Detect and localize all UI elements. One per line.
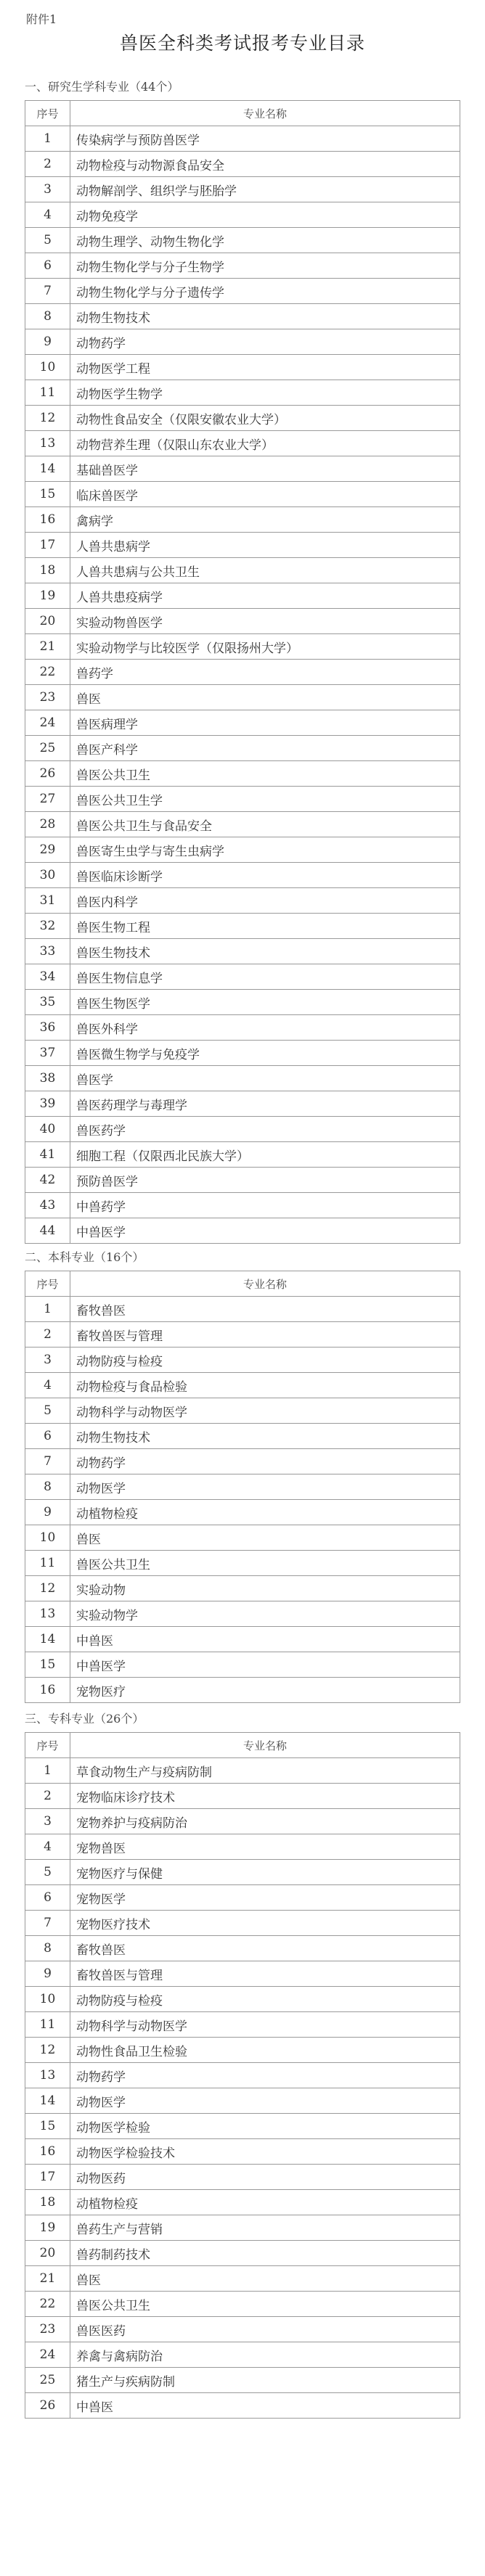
table-row — [25, 1911, 460, 1936]
table-row — [25, 1322, 460, 1348]
major-name: 动物生物化学与分子遗传学 — [70, 279, 460, 304]
row-number: 11 — [25, 380, 70, 406]
row-number: 7 — [25, 279, 70, 304]
major-name: 兽医生物工程 — [70, 914, 460, 939]
table-row — [25, 2292, 460, 2317]
header-number: 序号 — [25, 1733, 70, 1758]
table-row — [25, 583, 460, 609]
major-name: 中兽医 — [70, 2393, 460, 2419]
major-name: 动物药学 — [70, 2063, 460, 2088]
major-name: 兽医公共卫生学 — [70, 787, 460, 812]
table-row — [25, 329, 460, 355]
table-row — [25, 431, 460, 456]
major-name: 人兽共患病与公共卫生 — [70, 558, 460, 583]
major-name: 动植物检疫 — [70, 2190, 460, 2215]
table-body — [25, 126, 460, 1244]
major-name: 实验动物学 — [70, 1601, 460, 1627]
row-number: 16 — [25, 1678, 70, 1703]
row-number: 15 — [25, 2114, 70, 2139]
major-name: 兽医公共卫生与食品安全 — [70, 812, 460, 837]
row-number: 29 — [25, 837, 70, 863]
table-row — [25, 228, 460, 253]
row-number: 20 — [25, 609, 70, 634]
major-name: 养禽与禽病防治 — [70, 2342, 460, 2368]
table-row — [25, 939, 460, 964]
table-row — [25, 1860, 460, 1885]
major-name: 基础兽医学 — [70, 456, 460, 482]
table-row — [25, 456, 460, 482]
row-number: 7 — [25, 1449, 70, 1474]
row-number: 15 — [25, 1652, 70, 1678]
table-row — [25, 2012, 460, 2038]
table-row — [25, 152, 460, 177]
row-number: 9 — [25, 329, 70, 355]
row-number: 25 — [25, 736, 70, 761]
major-name: 兽医生物医学 — [70, 990, 460, 1015]
major-name: 兽医公共卫生 — [70, 2292, 460, 2317]
table-row — [25, 1885, 460, 1911]
row-number: 36 — [25, 1015, 70, 1041]
major-name: 兽医病理学 — [70, 710, 460, 736]
table-row — [25, 2088, 460, 2114]
major-name: 动物生物化学与分子生物学 — [70, 253, 460, 279]
major-name: 动物检疫与食品检验 — [70, 1373, 460, 1398]
major-name: 兽医药理学与毒理学 — [70, 1091, 460, 1117]
major-name: 动物性食品安全（仅限安徽农业大学） — [70, 406, 460, 431]
row-number: 41 — [25, 1142, 70, 1168]
major-name: 兽药学 — [70, 660, 460, 685]
header-major-name: 专业名称 — [70, 101, 460, 126]
table-row — [25, 1091, 460, 1117]
row-number: 44 — [25, 1218, 70, 1244]
table-row — [25, 1193, 460, 1218]
row-number: 7 — [25, 1911, 70, 1936]
table-body — [25, 1297, 460, 1703]
header-major-name: 专业名称 — [70, 1271, 460, 1297]
table-row — [25, 634, 460, 660]
row-number: 13 — [25, 1601, 70, 1627]
major-name: 动物药学 — [70, 1449, 460, 1474]
header-number: 序号 — [25, 1271, 70, 1297]
row-number: 24 — [25, 710, 70, 736]
row-number: 4 — [25, 1834, 70, 1860]
table-row — [25, 380, 460, 406]
table-row — [25, 1834, 460, 1860]
row-number: 9 — [25, 1961, 70, 1987]
table-row — [25, 533, 460, 558]
row-number: 31 — [25, 888, 70, 914]
major-name: 宠物临床诊疗技术 — [70, 1784, 460, 1809]
table-row — [25, 2266, 460, 2292]
major-name: 动物医学 — [70, 2088, 460, 2114]
row-number: 16 — [25, 2139, 70, 2165]
major-name: 中兽药学 — [70, 1193, 460, 1218]
major-name: 人兽共患病学 — [70, 533, 460, 558]
row-number: 39 — [25, 1091, 70, 1117]
major-name: 猪生产与疾病防制 — [70, 2368, 460, 2393]
table-row — [25, 1987, 460, 2012]
major-name: 兽医医药 — [70, 2317, 460, 2342]
section-heading-undergraduate: 二、本科专业（16个） — [25, 1250, 144, 1264]
major-name: 兽医外科学 — [70, 1015, 460, 1041]
table-row — [25, 1601, 460, 1627]
table-row — [25, 863, 460, 888]
table-row — [25, 1168, 460, 1193]
row-number: 23 — [25, 685, 70, 710]
table-row — [25, 2038, 460, 2063]
page-title: 兽医全科类考试报考专业目录 — [119, 33, 365, 54]
table-row — [25, 964, 460, 990]
major-name: 动物医学检验 — [70, 2114, 460, 2139]
major-name: 中兽医学 — [70, 1652, 460, 1678]
row-number: 11 — [25, 2012, 70, 2038]
table-row — [25, 787, 460, 812]
table-row — [25, 304, 460, 329]
row-number: 17 — [25, 2165, 70, 2190]
row-number: 1 — [25, 1758, 70, 1784]
major-name: 宠物医疗与保健 — [70, 1860, 460, 1885]
table-row — [25, 1041, 460, 1066]
table-row — [25, 1936, 460, 1961]
row-number: 13 — [25, 431, 70, 456]
table-row — [25, 1142, 460, 1168]
table-row — [25, 685, 460, 710]
table-row — [25, 558, 460, 583]
major-name: 宠物兽医 — [70, 1834, 460, 1860]
row-number: 9 — [25, 1500, 70, 1525]
major-name: 动物科学与动物医学 — [70, 1398, 460, 1424]
major-name: 动物生理学、动物生物化学 — [70, 228, 460, 253]
table-row — [25, 1551, 460, 1576]
table-row — [25, 1784, 460, 1809]
row-number: 6 — [25, 1424, 70, 1449]
table-row — [25, 1758, 460, 1784]
row-number: 43 — [25, 1193, 70, 1218]
row-number: 23 — [25, 2317, 70, 2342]
major-name: 实验动物 — [70, 1576, 460, 1601]
table-row — [25, 1424, 460, 1449]
table-row — [25, 736, 460, 761]
table-row — [25, 2190, 460, 2215]
table-junior-college-majors — [25, 1732, 460, 2419]
major-name: 动物营养生理（仅限山东农业大学） — [70, 431, 460, 456]
major-name: 兽药生产与营销 — [70, 2215, 460, 2241]
major-name: 动物解剖学、组织学与胚胎学 — [70, 177, 460, 202]
table-row — [25, 2342, 460, 2368]
row-number: 13 — [25, 2063, 70, 2088]
table-row — [25, 253, 460, 279]
table-row — [25, 2393, 460, 2419]
major-name: 动物免疫学 — [70, 202, 460, 228]
major-name: 传染病学与预防兽医学 — [70, 126, 460, 152]
row-number: 1 — [25, 126, 70, 152]
table-row — [25, 1066, 460, 1091]
row-number: 14 — [25, 456, 70, 482]
row-number: 25 — [25, 2368, 70, 2393]
row-number: 32 — [25, 914, 70, 939]
major-name: 临床兽医学 — [70, 482, 460, 507]
row-number: 10 — [25, 1987, 70, 2012]
table-row — [25, 1652, 460, 1678]
row-number: 35 — [25, 990, 70, 1015]
major-name: 动物防疫与检疫 — [70, 1348, 460, 1373]
major-name: 兽医生物技术 — [70, 939, 460, 964]
table-row — [25, 1117, 460, 1142]
major-name: 动物药学 — [70, 329, 460, 355]
table-row — [25, 660, 460, 685]
attachment-label: 附件1 — [26, 12, 57, 26]
table-row — [25, 1500, 460, 1525]
major-name: 兽医内科学 — [70, 888, 460, 914]
major-name: 细胞工程（仅限西北民族大学） — [70, 1142, 460, 1168]
row-number: 40 — [25, 1117, 70, 1142]
row-number: 10 — [25, 1525, 70, 1551]
major-name: 实验动物学与比较医学（仅限扬州大学） — [70, 634, 460, 660]
table-row — [25, 837, 460, 863]
major-name: 畜牧兽医与管理 — [70, 1322, 460, 1348]
row-number: 11 — [25, 1551, 70, 1576]
major-name: 中兽医学 — [70, 1218, 460, 1244]
section-heading-junior-college: 三、专科专业（26个） — [25, 1712, 144, 1726]
major-name: 预防兽医学 — [70, 1168, 460, 1193]
table-row — [25, 355, 460, 380]
major-name: 兽医公共卫生 — [70, 1551, 460, 1576]
row-number: 12 — [25, 1576, 70, 1601]
major-name: 动物医学生物学 — [70, 380, 460, 406]
row-number: 2 — [25, 1322, 70, 1348]
table-row — [25, 1809, 460, 1834]
header-number: 序号 — [25, 101, 70, 126]
row-number: 12 — [25, 406, 70, 431]
table-row — [25, 609, 460, 634]
table-row — [25, 1297, 460, 1322]
row-number: 8 — [25, 1936, 70, 1961]
table-row — [25, 2317, 460, 2342]
major-name: 动物医药 — [70, 2165, 460, 2190]
row-number: 15 — [25, 482, 70, 507]
table-row — [25, 1348, 460, 1373]
major-name: 兽医 — [70, 1525, 460, 1551]
table-row — [25, 1961, 460, 1987]
major-name: 动物生物技术 — [70, 1424, 460, 1449]
row-number: 5 — [25, 1398, 70, 1424]
major-name: 兽医产科学 — [70, 736, 460, 761]
row-number: 8 — [25, 1474, 70, 1500]
table-row — [25, 888, 460, 914]
row-number: 21 — [25, 2266, 70, 2292]
major-name: 动物生物技术 — [70, 304, 460, 329]
table-row — [25, 1525, 460, 1551]
row-number: 21 — [25, 634, 70, 660]
major-name: 兽医药学 — [70, 1117, 460, 1142]
major-name: 中兽医 — [70, 1627, 460, 1652]
major-name: 动物检疫与动物源食品安全 — [70, 152, 460, 177]
major-name: 人兽共患疫病学 — [70, 583, 460, 609]
table-header-row — [25, 1733, 460, 1758]
major-name: 宠物医疗技术 — [70, 1911, 460, 1936]
major-name: 实验动物兽医学 — [70, 609, 460, 634]
major-name: 禽病学 — [70, 507, 460, 533]
table-row — [25, 2114, 460, 2139]
table-header-row — [25, 1271, 460, 1297]
table-row — [25, 406, 460, 431]
major-name: 兽医寄生虫学与寄生虫病学 — [70, 837, 460, 863]
major-name: 宠物医学 — [70, 1885, 460, 1911]
table-row — [25, 2063, 460, 2088]
table-row — [25, 1373, 460, 1398]
row-number: 6 — [25, 1885, 70, 1911]
table-row — [25, 1218, 460, 1244]
row-number: 27 — [25, 787, 70, 812]
major-name: 草食动物生产与疫病防制 — [70, 1758, 460, 1784]
row-number: 28 — [25, 812, 70, 837]
row-number: 24 — [25, 2342, 70, 2368]
table-row — [25, 2165, 460, 2190]
row-number: 18 — [25, 2190, 70, 2215]
row-number: 22 — [25, 660, 70, 685]
row-number: 38 — [25, 1066, 70, 1091]
row-number: 14 — [25, 1627, 70, 1652]
major-name: 兽医微生物学与免疫学 — [70, 1041, 460, 1066]
row-number: 5 — [25, 228, 70, 253]
row-number: 4 — [25, 1373, 70, 1398]
major-name: 动植物检疫 — [70, 1500, 460, 1525]
major-name: 兽医 — [70, 2266, 460, 2292]
table-body — [25, 1758, 460, 2419]
table-row — [25, 1398, 460, 1424]
major-name: 动物防疫与检疫 — [70, 1987, 460, 2012]
table-row — [25, 710, 460, 736]
major-name: 兽医生物信息学 — [70, 964, 460, 990]
major-name: 动物科学与动物医学 — [70, 2012, 460, 2038]
row-number: 18 — [25, 558, 70, 583]
row-number: 26 — [25, 761, 70, 787]
major-name: 兽医学 — [70, 1066, 460, 1091]
table-row — [25, 812, 460, 837]
major-name: 畜牧兽医 — [70, 1936, 460, 1961]
row-number: 33 — [25, 939, 70, 964]
row-number: 1 — [25, 1297, 70, 1322]
row-number: 2 — [25, 152, 70, 177]
table-row — [25, 2215, 460, 2241]
table-undergraduate-majors — [25, 1271, 460, 1703]
row-number: 14 — [25, 2088, 70, 2114]
table-row — [25, 2368, 460, 2393]
table-row — [25, 1627, 460, 1652]
row-number: 37 — [25, 1041, 70, 1066]
row-number: 8 — [25, 304, 70, 329]
row-number: 22 — [25, 2292, 70, 2317]
row-number: 17 — [25, 533, 70, 558]
row-number: 5 — [25, 1860, 70, 1885]
row-number: 10 — [25, 355, 70, 380]
table-header-row — [25, 101, 460, 126]
table-row — [25, 1015, 460, 1041]
row-number: 19 — [25, 583, 70, 609]
row-number: 3 — [25, 1348, 70, 1373]
major-name: 兽医临床诊断学 — [70, 863, 460, 888]
major-name: 宠物养护与疫病防治 — [70, 1809, 460, 1834]
major-name: 兽医公共卫生 — [70, 761, 460, 787]
table-row — [25, 1474, 460, 1500]
major-name: 兽药制药技术 — [70, 2241, 460, 2266]
major-name: 兽医 — [70, 685, 460, 710]
row-number: 4 — [25, 202, 70, 228]
major-name: 畜牧兽医 — [70, 1297, 460, 1322]
table-row — [25, 2241, 460, 2266]
major-name: 宠物医疗 — [70, 1678, 460, 1703]
table-row — [25, 482, 460, 507]
table-row — [25, 279, 460, 304]
row-number: 3 — [25, 1809, 70, 1834]
major-name: 动物医学工程 — [70, 355, 460, 380]
header-major-name: 专业名称 — [70, 1733, 460, 1758]
table-row — [25, 761, 460, 787]
row-number: 30 — [25, 863, 70, 888]
table-row — [25, 177, 460, 202]
row-number: 2 — [25, 1784, 70, 1809]
table-row — [25, 126, 460, 152]
row-number: 42 — [25, 1168, 70, 1193]
row-number: 20 — [25, 2241, 70, 2266]
table-row — [25, 990, 460, 1015]
table-graduate-majors — [25, 100, 460, 1244]
table-row — [25, 507, 460, 533]
table-row — [25, 1678, 460, 1703]
row-number: 16 — [25, 507, 70, 533]
row-number: 12 — [25, 2038, 70, 2063]
row-number: 3 — [25, 177, 70, 202]
row-number: 34 — [25, 964, 70, 990]
row-number: 6 — [25, 253, 70, 279]
section-heading-graduate: 一、研究生学科专业（44个） — [25, 80, 179, 94]
table-row — [25, 1576, 460, 1601]
table-row — [25, 914, 460, 939]
major-name: 畜牧兽医与管理 — [70, 1961, 460, 1987]
row-number: 19 — [25, 2215, 70, 2241]
table-row — [25, 2139, 460, 2165]
row-number: 26 — [25, 2393, 70, 2419]
major-name: 动物医学 — [70, 1474, 460, 1500]
major-name: 动物性食品卫生检验 — [70, 2038, 460, 2063]
table-row — [25, 202, 460, 228]
major-name: 动物医学检验技术 — [70, 2139, 460, 2165]
table-row — [25, 1449, 460, 1474]
